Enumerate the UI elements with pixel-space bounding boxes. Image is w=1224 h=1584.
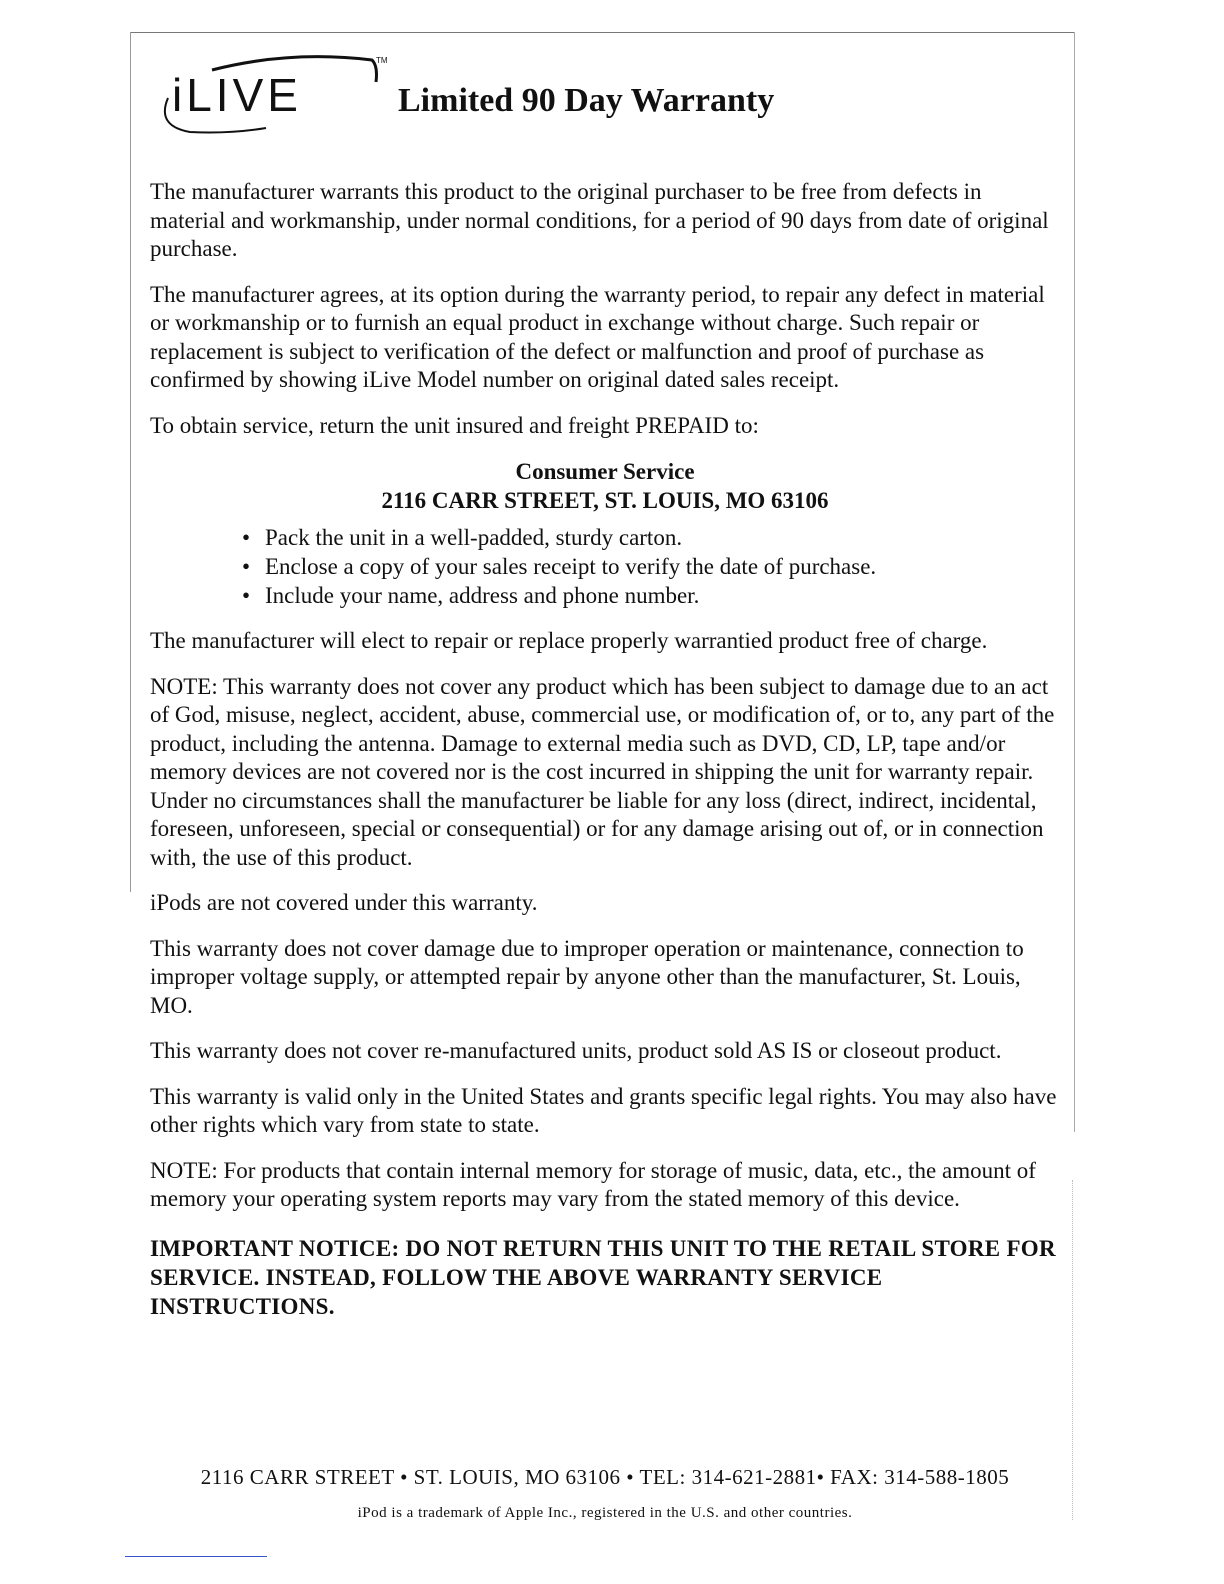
warranty-paragraph: This warranty is valid only in the United States and grants specific legal rights. You may also have other rights which vary from state to state. xyxy=(150,1083,1057,1137)
warranty-paragraph: The manufacturer warrants this product to the original purchaser to be free from defects in material and workmanship, under normal conditions, for a period of 90 days from date of original purchase. xyxy=(150,179,1049,261)
page-frame-right-dotted xyxy=(1072,1180,1073,1520)
page-frame-right xyxy=(1074,32,1075,1132)
service-address-line2: 2116 CARR STREET, ST. LOUIS, MO 63106 xyxy=(381,488,829,513)
warranty-paragraph: The manufacturer agrees, at its option during the warranty period, to repair any defect in material or workmanship or to furnish an equal product in exchange without charge. Such repair or replacement is subject to verification of the defect or malfunction and proof of purchase as confirmed by showing iLive Model number on original dated sales receipt. xyxy=(150,281,1045,392)
corner-divider xyxy=(125,1556,267,1557)
warranty-paragraph: To obtain service, return the unit insured and freight PREPAID to: xyxy=(150,412,759,438)
footer-address: 2116 CARR STREET • ST. LOUIS, MO 63106 • TEL: 314-621-2881• FAX: 314-588-1805 xyxy=(200,1465,1010,1489)
warranty-paragraph: iPods are not covered under this warranty. xyxy=(150,890,538,915)
list-item: • Include your name, address and phone number. xyxy=(242,581,1060,610)
warranty-paragraph: This warranty does not cover re-manufactured units, product sold AS IS or closeout product. xyxy=(150,1038,1002,1063)
warranty-paragraph: This warranty does not cover damage due to improper operation or maintenance, connection to improper voltage supply, or attempted repair by anyone other than the manufacturer, St. Louis, MO. xyxy=(150,935,1024,1018)
warranty-paragraph: The manufacturer will elect to repair or replace properly warrantied product free of charge. xyxy=(150,628,988,653)
shipping-instructions-list xyxy=(150,523,1060,610)
page-frame-top xyxy=(130,32,1075,33)
page-title: Limited 90 Day Warranty xyxy=(398,82,775,119)
list-item: • Enclose a copy of your sales receipt to verify the date of purchase. xyxy=(242,552,1060,581)
service-address xyxy=(150,457,1060,515)
list-item: • Pack the unit in a well-padded, sturdy carton. xyxy=(242,523,1060,552)
important-notice: IMPORTANT NOTICE: DO NOT RETURN THIS UNIT TO THE RETAIL STORE FOR SERVICE. INSTEAD, FOLLOW THE ABOVE WARRANTY SERVICE INSTRUCTIONS. xyxy=(150,1235,1056,1319)
ilive-logo xyxy=(150,48,390,148)
warranty-body xyxy=(150,178,1060,1321)
warranty-note-paragraph: NOTE: This warranty does not cover any product which has been subject to damage due to an act of God, misuse, neglect, accident, abuse, commercial use, or modification of, or to, any part of the product, including the antenna. Damage to external media such as DVD, CD, LP, tape and/or memory devices are not covered nor is the cost incurred in shipping the unit for warranty repair. Under no circumstances shall the manufacturer be liable for any loss (direct, indirect, incidental, foreseen, unforeseen, special or consequential) or for any damage arising out of, or in connection with, the use of this product. xyxy=(150,673,1055,870)
service-address-line1: Consumer Service xyxy=(515,459,695,484)
warranty-memory-note: NOTE: For products that contain internal memory for storage of music, data, etc., the amount of memory your operating system reports may vary from the stated memory of this device. xyxy=(150,1157,1036,1211)
page-frame-left xyxy=(130,32,131,892)
footer-trademark: iPod is a trademark of Apple Inc., registered in the U.S. and other countries. xyxy=(357,1505,853,1521)
logo-trademark: TM xyxy=(376,56,388,65)
logo-wordmark: iLIVE xyxy=(172,69,302,121)
